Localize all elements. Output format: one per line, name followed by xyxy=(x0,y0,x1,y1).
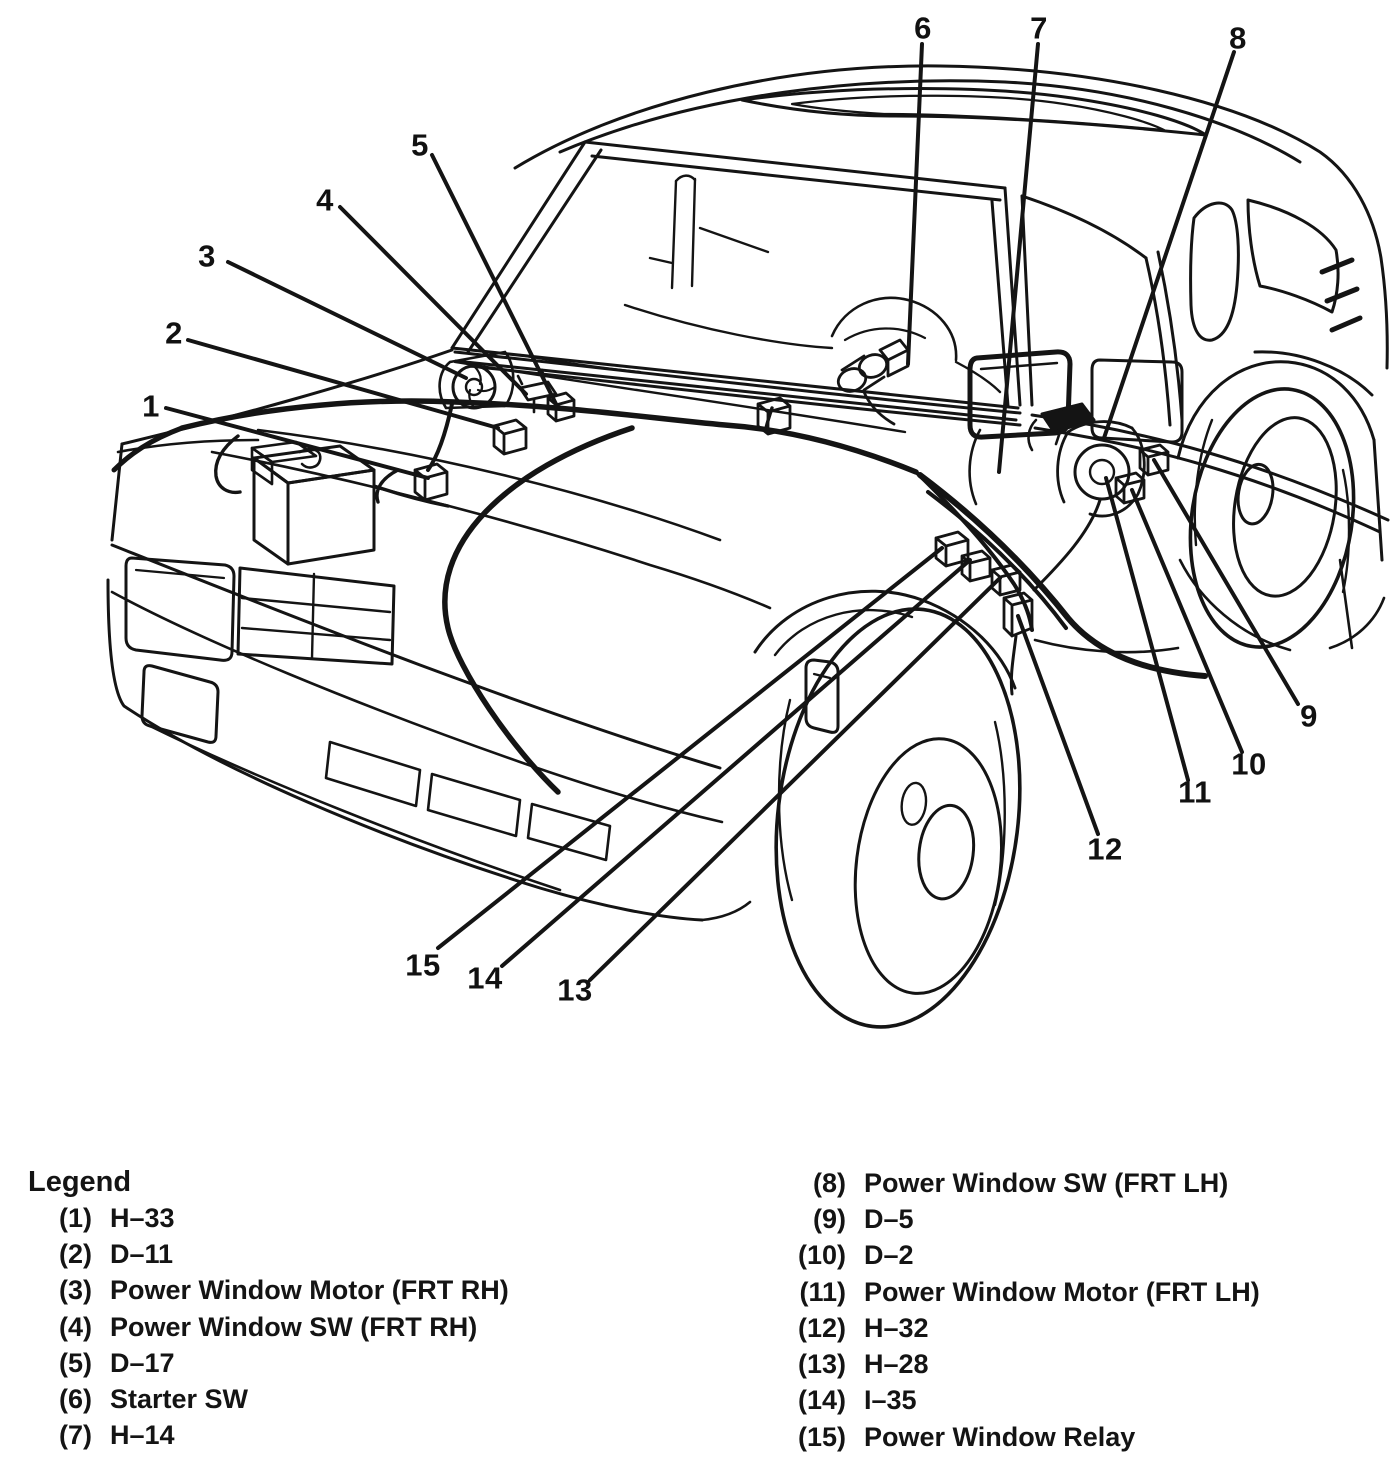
leader-lines xyxy=(166,44,1298,983)
legend-item-number: (13) xyxy=(797,1349,846,1380)
legend-item-1 xyxy=(28,1200,688,1236)
legend-item-label: Power Window SW (FRT RH) xyxy=(110,1311,478,1342)
legend-item-number: (10) xyxy=(797,1240,846,1271)
callout-12: 12 xyxy=(1087,831,1123,867)
legend-item-11 xyxy=(760,1274,1380,1310)
legend-item-number: (5) xyxy=(59,1347,92,1378)
callout-5: 5 xyxy=(411,127,429,163)
legend-item-number: (3) xyxy=(59,1275,92,1306)
legend-item-label: D–17 xyxy=(110,1347,175,1378)
legend-item-label: Starter SW xyxy=(110,1384,249,1415)
wiring-harness xyxy=(114,401,1100,792)
callout-15: 15 xyxy=(405,947,441,983)
legend-item-label: Power Window Motor (FRT RH) xyxy=(110,1275,509,1306)
legend-item-3 xyxy=(28,1273,688,1309)
legend-item-number: (7) xyxy=(59,1420,92,1451)
legend-item-number: (11) xyxy=(799,1276,846,1307)
callout-11: 11 xyxy=(1178,774,1212,810)
legend-item-label: Power Window Motor (FRT LH) xyxy=(864,1276,1260,1307)
legend-item-number: (1) xyxy=(59,1202,92,1233)
legend-item-7 xyxy=(28,1418,688,1454)
battery-icon xyxy=(252,442,448,564)
legend-item-label: I–35 xyxy=(864,1385,917,1416)
legend-item-number: (4) xyxy=(59,1311,92,1342)
legend-item-8 xyxy=(760,1165,1380,1201)
legend-item-label: H–33 xyxy=(110,1202,175,1233)
legend-item-label: H–14 xyxy=(110,1420,175,1451)
legend-item-number: (8) xyxy=(813,1167,846,1198)
legend-item-label: H–32 xyxy=(864,1312,929,1343)
callout-14: 14 xyxy=(467,960,503,996)
legend-item-13 xyxy=(760,1346,1380,1382)
legend-item-number: (15) xyxy=(797,1421,846,1452)
legend-column-left xyxy=(28,1164,688,1454)
callout-10: 10 xyxy=(1231,746,1267,782)
legend-item-12 xyxy=(760,1310,1380,1346)
legend-item-number: (9) xyxy=(813,1203,846,1234)
callout-7: 7 xyxy=(1030,10,1048,46)
legend-heading: Legend xyxy=(28,1165,132,1198)
legend-item-number: (12) xyxy=(797,1312,846,1343)
legend-item-number: (14) xyxy=(797,1385,846,1416)
callout-3: 3 xyxy=(198,238,216,274)
legend-item-9 xyxy=(760,1201,1380,1237)
legend-item-10 xyxy=(760,1238,1380,1274)
legend-item-4 xyxy=(28,1309,688,1345)
callout-2: 2 xyxy=(165,315,183,351)
callout-4: 4 xyxy=(316,182,334,218)
roof xyxy=(515,66,1387,368)
legend-item-label: D–11 xyxy=(110,1238,174,1269)
callout-1: 1 xyxy=(142,388,160,424)
callout-6: 6 xyxy=(914,10,932,46)
legend-item-number: (2) xyxy=(59,1238,92,1269)
legend-item-label: Power Window SW (FRT LH) xyxy=(864,1167,1229,1198)
legend-item-number: (6) xyxy=(59,1384,92,1415)
legend-item-6 xyxy=(28,1381,688,1417)
windows xyxy=(452,142,1360,442)
callout-9: 9 xyxy=(1300,698,1318,734)
callout-13: 13 xyxy=(557,972,593,1008)
legend-item-2 xyxy=(28,1236,688,1272)
legend-item-label: D–2 xyxy=(864,1240,914,1271)
callout-8: 8 xyxy=(1229,20,1247,56)
legend-item-14 xyxy=(760,1383,1380,1419)
legend-column-right xyxy=(760,1165,1380,1455)
legend-item-5 xyxy=(28,1345,688,1381)
legend-item-label: D–5 xyxy=(864,1203,914,1234)
legend-item-15 xyxy=(760,1419,1380,1455)
legend-item-label: H–28 xyxy=(864,1349,929,1380)
legend-item-label: Power Window Relay xyxy=(864,1421,1136,1452)
